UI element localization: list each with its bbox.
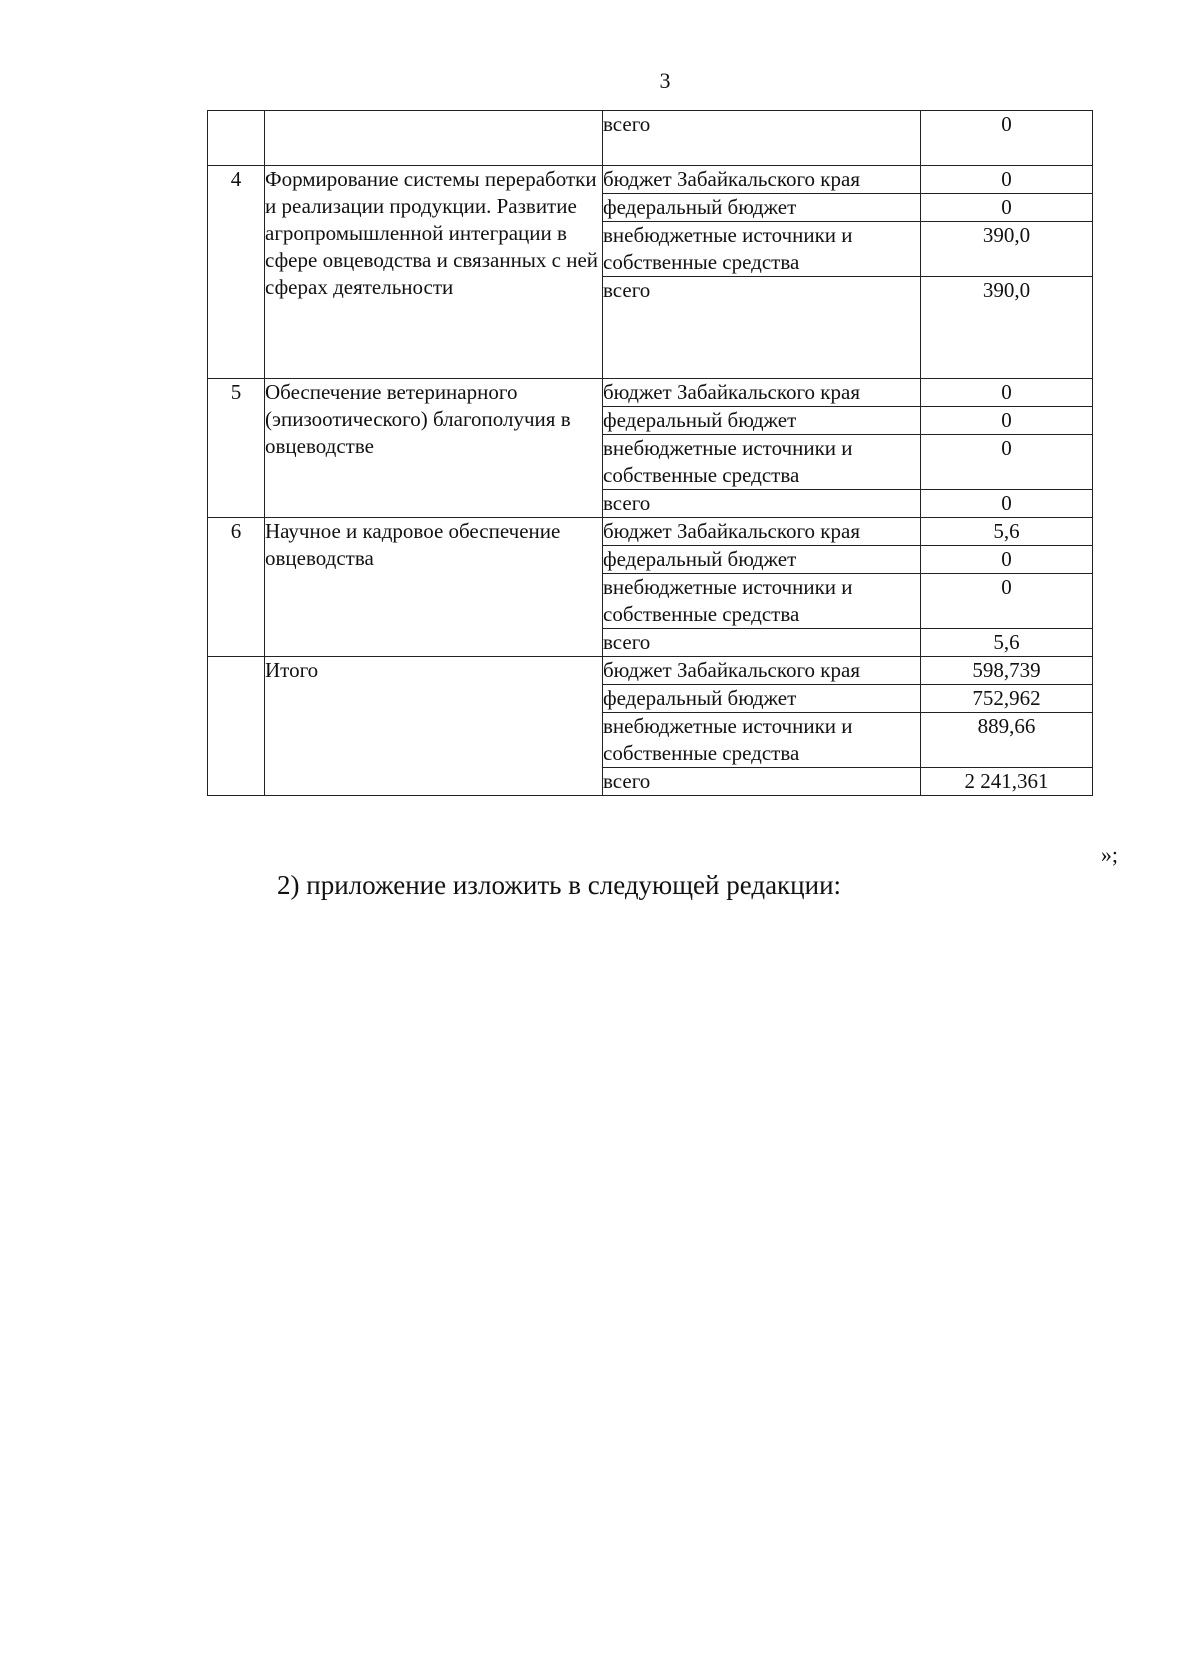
amount-cell: 0 bbox=[921, 194, 1093, 222]
amount-cell: 0 bbox=[921, 435, 1093, 490]
amount-cell: 0 bbox=[921, 166, 1093, 194]
funding-source-cell bbox=[603, 222, 921, 277]
funding-source-line: собственные средства bbox=[603, 602, 800, 626]
amount-cell: 0 bbox=[921, 574, 1093, 629]
table-row bbox=[208, 379, 1093, 407]
funding-source-line: собственные средства bbox=[603, 463, 800, 487]
amount-cell: 0 bbox=[921, 546, 1093, 574]
activity-name-cell: Научное и кадровое обеспечение овцеводства bbox=[265, 518, 603, 657]
row-number-cell: 6 bbox=[208, 518, 265, 657]
funding-source-cell bbox=[603, 574, 921, 629]
funding-source-line: собственные средства bbox=[603, 250, 800, 274]
funding-source-line bbox=[603, 222, 920, 249]
funding-source-cell: федеральный бюджет bbox=[603, 546, 921, 574]
funding-source-cell: федеральный бюджет bbox=[603, 685, 921, 713]
funding-source-cell: федеральный бюджет bbox=[603, 194, 921, 222]
funding-source-text: внебюджетные источники и bbox=[603, 575, 853, 599]
closing-quote: »; bbox=[1100, 842, 1118, 867]
amount-cell: 598,739 bbox=[921, 657, 1093, 685]
funding-source-cell: всего bbox=[603, 490, 921, 518]
amendment-instruction: 2) приложение изложить в следующей редакции: bbox=[277, 870, 842, 900]
activity-name-cell: Формирование системы переработки и реализации продукции. Развитие агропромышленной интеграции в сфере овцеводства и связанных с ней сферах деятельности bbox=[265, 166, 603, 379]
funding-source-line bbox=[603, 713, 920, 740]
funding-source-line bbox=[603, 435, 920, 462]
funding-source-cell: бюджет Забайкальского края bbox=[603, 166, 921, 194]
amount-cell: 0 bbox=[921, 379, 1093, 407]
funding-source-cell bbox=[603, 713, 921, 768]
budget-table bbox=[207, 110, 1093, 796]
funding-source-cell: федеральный бюджет bbox=[603, 407, 921, 435]
amount-cell: 889,66 bbox=[921, 713, 1093, 768]
amount-cell: 752,962 bbox=[921, 685, 1093, 713]
amount-cell: 5,6 bbox=[921, 629, 1093, 657]
table-row bbox=[208, 166, 1093, 194]
amount-cell: 0 bbox=[921, 407, 1093, 435]
row-number-cell: 5 bbox=[208, 379, 265, 518]
amount-cell: 2 241,361 bbox=[921, 768, 1093, 796]
table-row bbox=[208, 518, 1093, 546]
amount-cell: 0 bbox=[921, 490, 1093, 518]
activity-name-cell: Обеспечение ветеринарного (эпизоотического) благополучия в овцеводстве bbox=[265, 379, 603, 518]
amount-cell: 5,6 bbox=[921, 518, 1093, 546]
funding-source-cell: всего bbox=[603, 768, 921, 796]
row-number-cell: 4 bbox=[208, 166, 265, 379]
funding-source-text: внебюджетные источники и bbox=[603, 223, 853, 247]
funding-source-cell: бюджет Забайкальского края bbox=[603, 518, 921, 546]
row-number-cell bbox=[208, 657, 265, 796]
funding-source-cell bbox=[603, 435, 921, 490]
table-row bbox=[208, 657, 1093, 685]
amount-cell: 0 bbox=[921, 111, 1093, 166]
activity-name-cell bbox=[265, 111, 603, 166]
funding-source-cell: всего bbox=[603, 111, 921, 166]
total-label-cell: Итого bbox=[265, 657, 603, 796]
funding-source-cell: всего bbox=[603, 629, 921, 657]
funding-source-cell: всего bbox=[603, 277, 921, 379]
funding-source-text: внебюджетные источники и bbox=[603, 436, 853, 460]
amount-cell: 390,0 bbox=[921, 222, 1093, 277]
row-number-cell bbox=[208, 111, 265, 166]
funding-source-line bbox=[603, 574, 920, 601]
page-number: 3 bbox=[659, 68, 671, 93]
table-row bbox=[208, 111, 1093, 166]
funding-source-line: собственные средства bbox=[603, 741, 800, 765]
funding-source-cell: бюджет Забайкальского края bbox=[603, 379, 921, 407]
funding-source-text: внебюджетные источники и bbox=[603, 714, 853, 738]
amount-cell: 390,0 bbox=[921, 277, 1093, 379]
funding-source-cell: бюджет Забайкальского края bbox=[603, 657, 921, 685]
